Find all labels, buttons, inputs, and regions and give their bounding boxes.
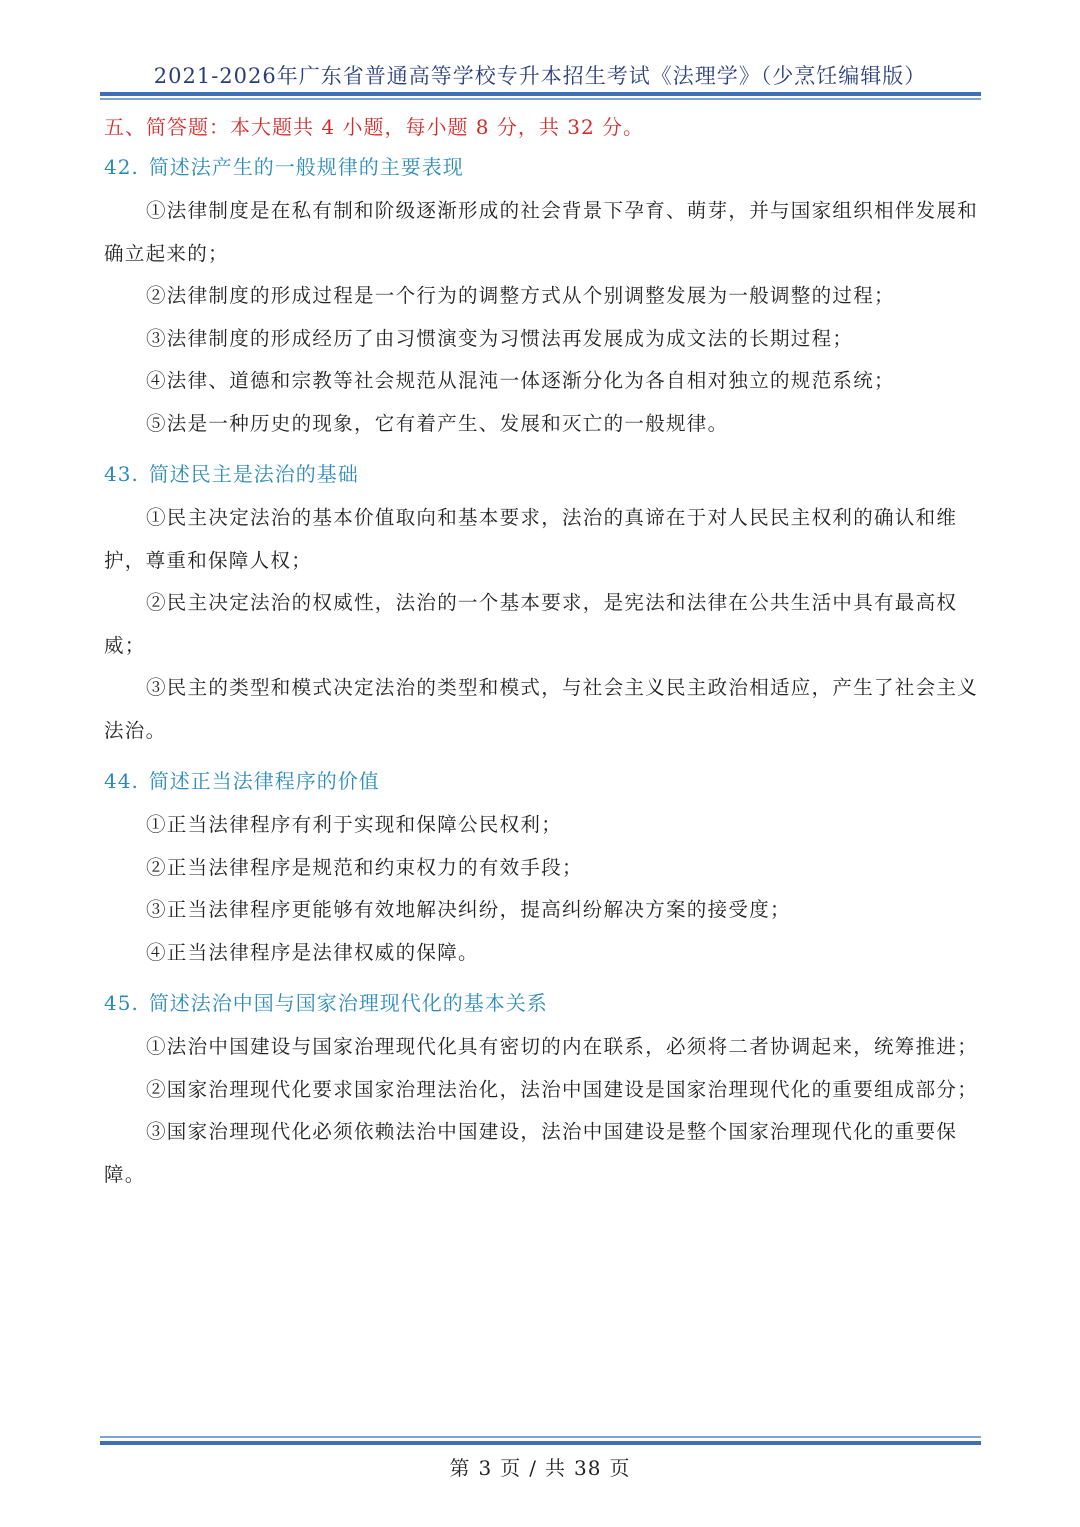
footer-total-unit: 页 [609, 1456, 631, 1480]
answer-item: ②法律制度的形成过程是一个行为的调整方式从个别调整发展为一般调整的过程； [146, 284, 895, 307]
header-rule-thin [100, 98, 981, 100]
footer-total-prefix: 共 [545, 1456, 567, 1480]
section-heading: 五、简答题：本大题共 4 小题，每小题 8 分，共 32 分。 [104, 115, 645, 139]
answer-item: ③法律制度的形成经历了由习惯演变为习惯法再发展成为成文法的长期过程； [146, 326, 854, 350]
answer-item: ②正当法律程序是规范和约束权力的有效手段； [146, 855, 583, 879]
answer-item: ①法律制度是在私有制和阶级逐渐形成的社会背景下孕育、萌芽，并与国家组织相伴发展和确立起来的； [104, 199, 979, 265]
question-title-text: 简述法治中国与国家治理现代化的基本关系 [148, 991, 548, 1015]
answer-item: ④正当法律程序是法律权威的保障。 [146, 940, 479, 964]
answer-item: ③民主的类型和模式决定法治的类型和模式，与社会主义民主政治相适应，产生了社会主义法治。 [104, 676, 979, 742]
question-43 [104, 459, 984, 752]
answer-item: ②国家治理现代化要求国家治理法治化，法治中国建设是国家治理现代化的重要组成部分； [146, 1077, 979, 1101]
question-title [104, 459, 984, 489]
footer-total-pages: 38 [574, 1456, 602, 1480]
answer-item: ④法律、道德和宗教等社会规范从混沌一体逐渐分化为各自相对独立的规范系统； [146, 369, 895, 392]
footer-separator: / [529, 1456, 538, 1480]
answer-item: ③国家治理现代化必须依赖法治中国建设，法治中国建设是整个国家治理现代化的重要保障。 [104, 1120, 958, 1186]
question-title [104, 152, 984, 182]
question-number: 43. [104, 462, 139, 486]
question-title-text: 简述正当法律程序的价值 [148, 769, 380, 793]
answer-item: ①正当法律程序有利于实现和保障公民权利； [146, 813, 563, 836]
footer-rule-thin [100, 1436, 981, 1438]
question-number: 44. [104, 769, 139, 793]
footer-page-prefix: 第 [449, 1456, 471, 1480]
question-title [104, 766, 984, 796]
answer-item: ①法治中国建设与国家治理现代化具有密切的内在联系，必须将二者协调起来，统筹推进； [146, 1035, 979, 1058]
footer-page-number: 3 [478, 1456, 493, 1480]
question-number: 45. [104, 991, 139, 1015]
answer-item: ①民主决定法治的基本价值取向和基本要求，法治的真谛在于对人民民主权利的确认和维护，尊重和保障人权； [104, 506, 958, 572]
question-number: 42. [104, 155, 139, 179]
page-footer [0, 1452, 1080, 1481]
page-content [104, 112, 984, 1210]
question-title-text: 简述法产生的一般规律的主要表现 [148, 155, 464, 179]
question-title-text: 简述民主是法治的基础 [148, 462, 359, 486]
question-45 [104, 988, 984, 1196]
question-title [104, 988, 984, 1018]
page-header-title: 2021-2026年广东省普通高等学校专升本招生考试《法理学》（少烹饪编辑版） [153, 64, 927, 88]
header-rule-thick [100, 92, 981, 96]
answer-item: ⑤法是一种历史的现象，它有着产生、发展和灭亡的一般规律。 [146, 411, 729, 435]
question-44 [104, 766, 984, 974]
footer-rule-thick [100, 1441, 981, 1445]
answer-item: ②民主决定法治的权威性，法治的一个基本要求，是宪法和法律在公共生活中具有最高权威； [104, 591, 958, 657]
question-42 [104, 152, 984, 445]
footer-page-unit: 页 [500, 1456, 522, 1480]
answer-item: ③正当法律程序更能够有效地解决纠纷，提高纠纷解决方案的接受度； [146, 898, 791, 921]
